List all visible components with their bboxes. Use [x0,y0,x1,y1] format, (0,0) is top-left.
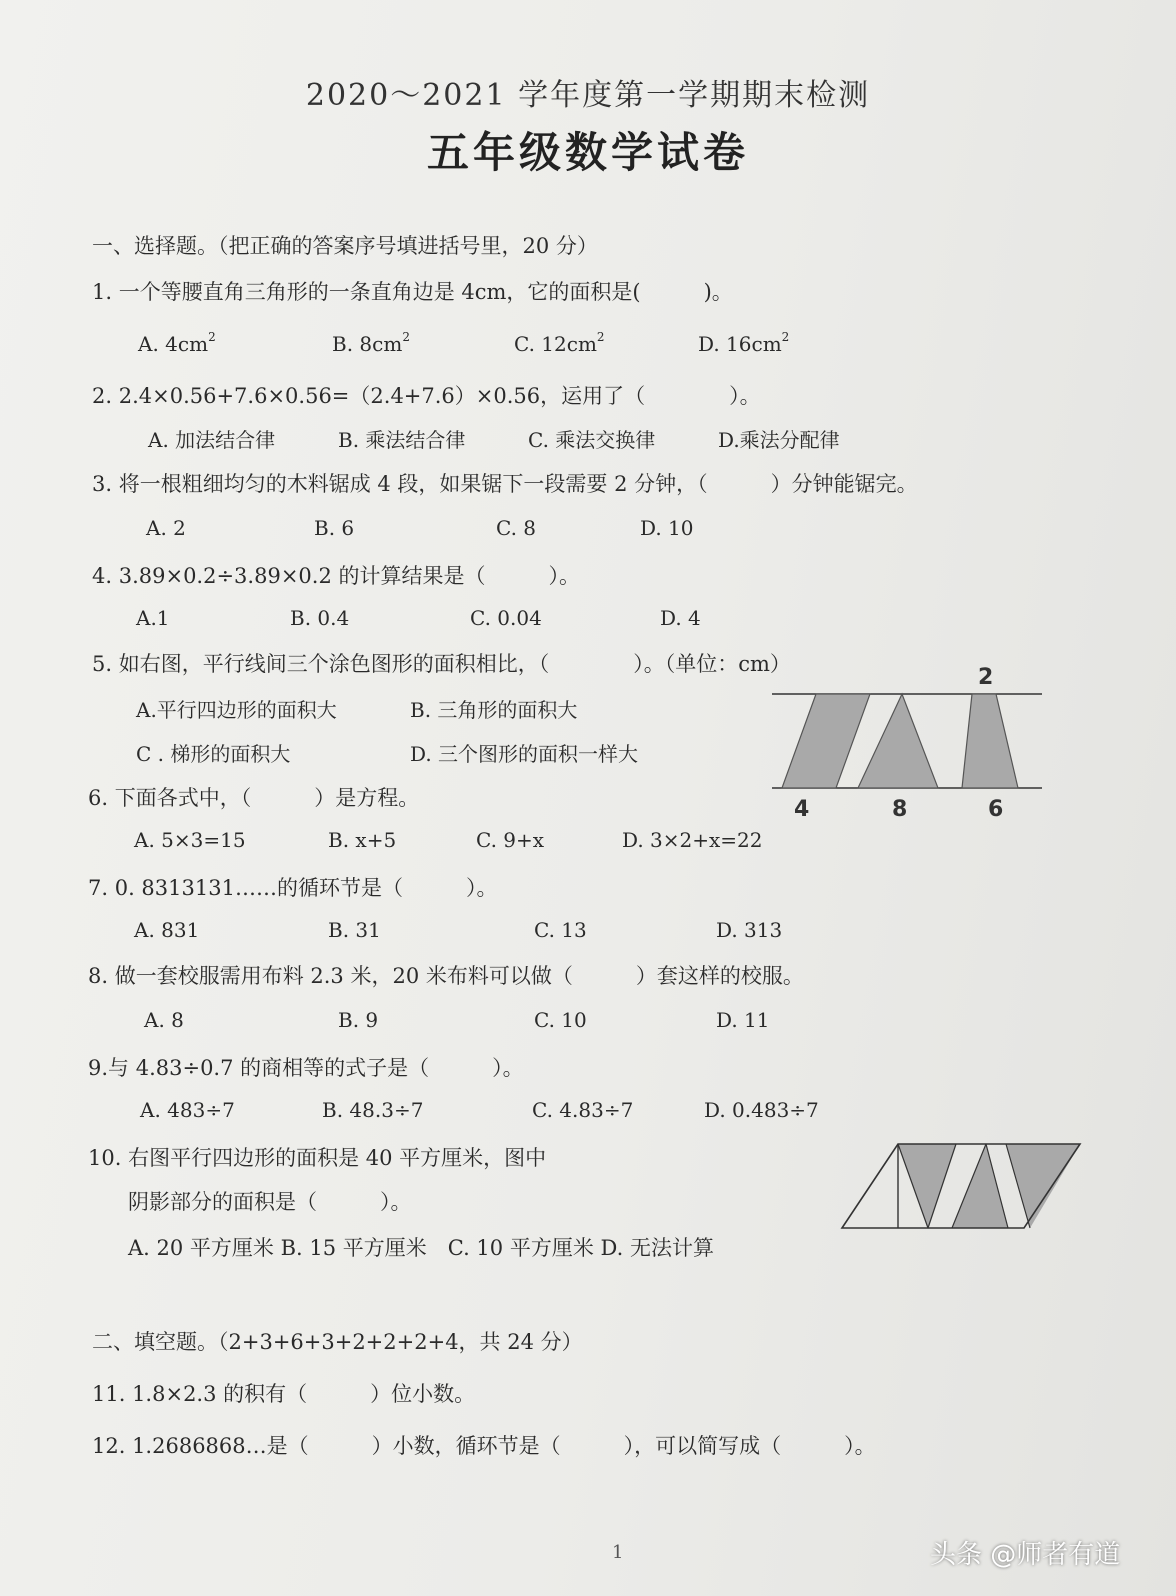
shaded-triangle-1 [898,1144,956,1228]
q3-option-b: B. 6 [314,516,355,540]
q5-option-c: C . 梯形的面积大 [136,742,291,766]
q7-option-d: D. 313 [716,918,783,942]
q8-option-a: A. 8 [144,1008,184,1032]
exam-title: 五年级数学试卷 [426,128,749,177]
q3-option-c: C. 8 [496,516,537,540]
question-8: 8. 做一套校服需用布料 2.3 米，20 米布料可以做（ ）套这样的校服。 [88,964,804,988]
q6-option-d: D. 3×2+x=22 [622,828,763,852]
q9-option-b: B. 48.3÷7 [322,1098,424,1122]
shaded-triangle-2 [952,1144,1008,1228]
question-10-options: A. 20 平方厘米 B. 15 平方厘米 C. 10 平方厘米 D. 无法计算 [128,1236,714,1260]
q2-option-c: C. 乘法交换律 [528,428,656,452]
q1-option-c: C. $12cm^2$ [514,330,605,356]
q9-option-a: A. 483÷7 [140,1098,235,1122]
shaded-triangle-3 [1006,1144,1080,1228]
q2-option-a: A. 加法结合律 [148,428,276,452]
question-11: 11. 1.8×2.3 的积有（ ）位小数。 [92,1382,476,1406]
q6-option-c: C. 9+x [476,828,545,852]
label-bottom-8: 8 [892,797,908,822]
question-1: 1. 一个等腰直角三角形的一条直角边是 4cm，它的面积是( )。 [92,280,733,304]
q7-option-c: C. 13 [534,918,587,942]
q4-option-b: B. 0.4 [290,606,350,630]
question-5: 5. 如右图，平行线间三个涂色图形的面积相比，（ ）。（单位：cm） [92,652,791,676]
question-2: 2. 2.4×0.56+7.6×0.56=（2.4+7.6）×0.56，运用了（ ）。 [92,384,761,408]
q7-option-a: A. 831 [134,918,200,942]
q1-option-b: B. $8cm^2$ [332,330,410,356]
shaded-parallelogram [782,694,870,788]
q1-option-a: A. $4cm^2$ [138,330,216,356]
parallelogram-figure [836,1138,1086,1234]
question-7: 7. 0. 8313131……的循环节是（ ）。 [88,876,498,900]
watermark: 头条 @师者有道 [930,1540,1121,1570]
q4-option-d: D. 4 [660,606,701,630]
q5-option-a: A.平行四边形的面积大 [136,698,337,722]
q8-option-d: D. 11 [716,1008,770,1032]
q4-option-a: A.1 [136,606,170,630]
q6-option-b: B. x+5 [328,828,397,852]
page-number: 1 [612,1542,624,1563]
q7-option-b: B. 31 [328,918,381,942]
q9-option-c: C. 4.83÷7 [532,1098,634,1122]
question-10-line2: 阴影部分的面积是（ ）。 [128,1190,412,1214]
question-10-line1: 10. 右图平行四边形的面积是 40 平方厘米，图中 [88,1146,547,1170]
label-bottom-4: 4 [794,797,810,822]
shaded-trapezoid [962,694,1018,788]
q9-option-d: D. 0.483÷7 [704,1098,819,1122]
question-3: 3. 将一根粗细均匀的木料锯成 4 段，如果锯下一段需要 2 分钟，（ ）分钟能锯完。 [92,472,918,496]
q3-option-a: A. 2 [146,516,186,540]
q8-option-c: C. 10 [534,1008,587,1032]
q4-option-c: C. 0.04 [470,606,542,630]
q6-option-a: A. 5×3=15 [134,828,246,852]
question-4: 4. 3.89×0.2÷3.89×0.2 的计算结果是（ ）。 [92,564,580,588]
question-9: 9.与 4.83÷0.7 的商相等的式子是（ ）。 [88,1056,524,1080]
q8-option-b: B. 9 [338,1008,379,1032]
question-12: 12. 1.2686868…是（ ）小数，循环节是（ ），可以简写成（ ）。 [92,1434,876,1458]
q3-option-d: D. 10 [640,516,694,540]
exam-title-line1: 2020～2021 学年度第一学期期末检测 [305,78,871,113]
q1-option-d: D. $16cm^2$ [698,330,790,356]
q5-option-b: B. 三角形的面积大 [410,698,578,722]
label-bottom-6: 6 [988,797,1004,822]
section2-heading: 二、填空题。（2+3+6+3+2+2+2+4，共 24 分） [92,1330,583,1354]
section1-heading: 一、选择题。（把正确的答案序号填进括号里，20 分） [92,234,598,258]
label-top-2: 2 [978,665,994,690]
parallel-shapes-figure [766,664,1056,824]
q2-option-d: D.乘法分配律 [718,428,840,452]
question-6: 6. 下面各式中，（ ）是方程。 [88,786,420,810]
q2-option-b: B. 乘法结合律 [338,428,466,452]
q5-option-d: D. 三个图形的面积一样大 [410,742,639,766]
shaded-triangle [858,694,938,788]
